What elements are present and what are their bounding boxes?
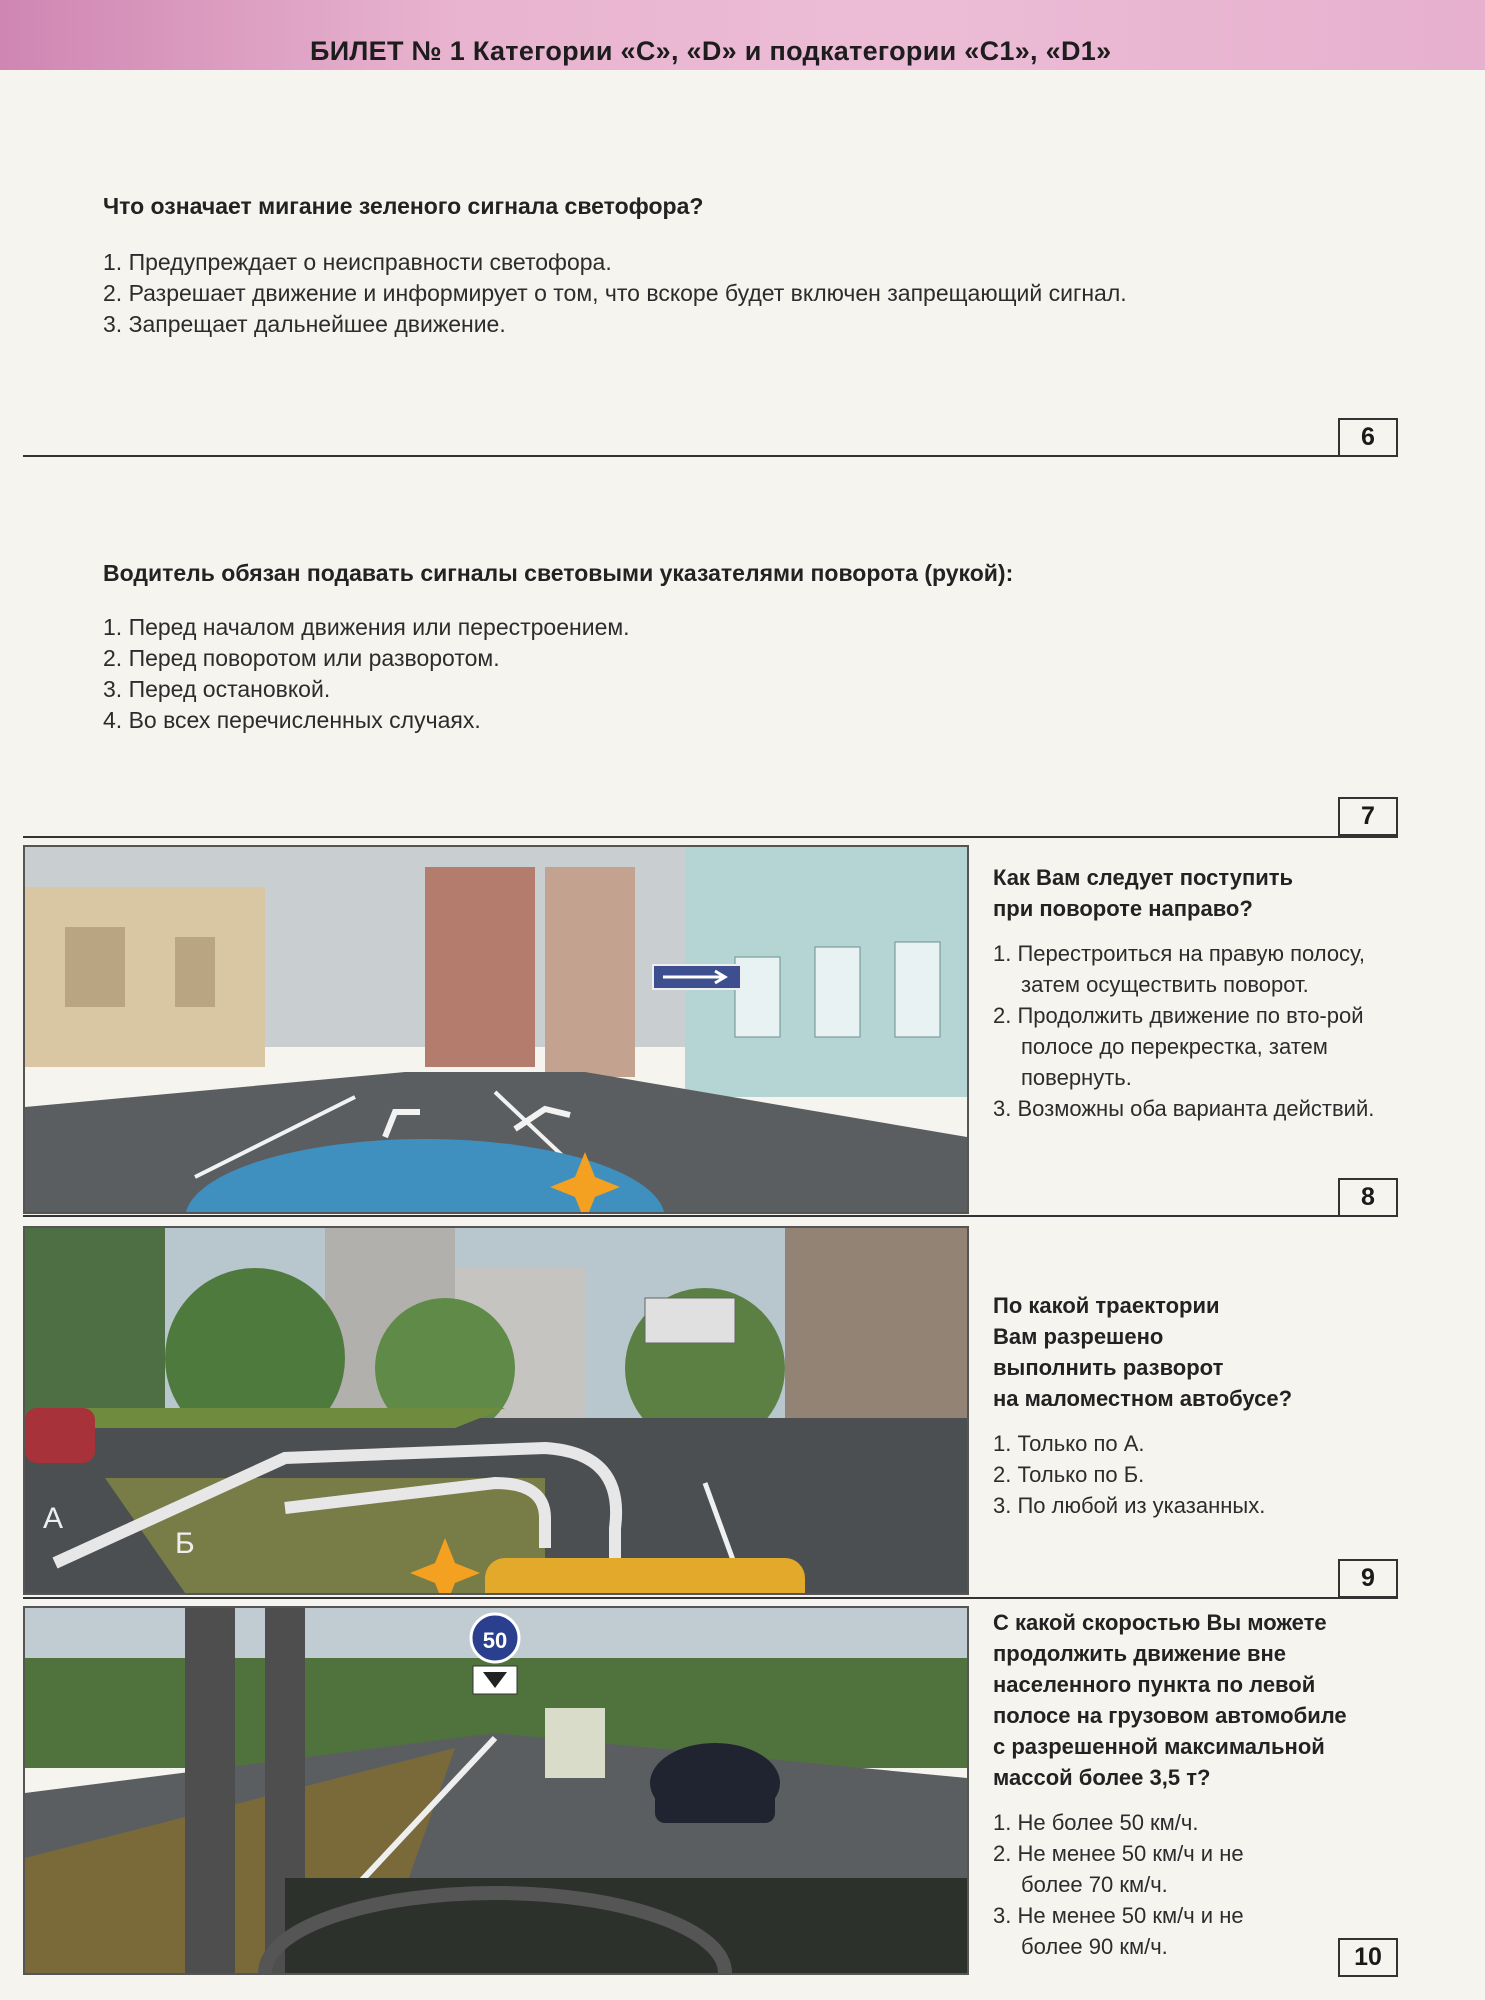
question-9-image xyxy=(23,1226,969,1595)
answer-option[interactable]: 3. По любой из указанных. xyxy=(993,1493,1266,1518)
question-7-answers xyxy=(103,612,630,736)
divider xyxy=(23,836,1398,838)
answer-option[interactable]: 4. Во всех перечисленных случаях. xyxy=(103,707,481,733)
answer-option[interactable]: 1. Предупреждает о неисправности светофора. xyxy=(103,249,612,275)
answer-option[interactable]: 3. Не менее 50 км/ч и не более 90 км/ч. xyxy=(993,1903,1244,1959)
question-10-number: 10 xyxy=(1338,1938,1398,1977)
divider xyxy=(23,455,1398,457)
question-8-image xyxy=(23,845,969,1214)
question-8-text-line: Как Вам следует поступить xyxy=(993,865,1294,890)
answer-option[interactable]: 3. Запрещает дальнейшее движение. xyxy=(103,311,506,337)
question-10-text-line: населенного пункта по левой xyxy=(993,1672,1316,1697)
question-7-number: 7 xyxy=(1338,797,1398,836)
question-6-answers xyxy=(103,247,1127,340)
page-header xyxy=(0,0,1485,70)
question-8-text-line: при повороте направо? xyxy=(993,896,1253,921)
question-10-text-line: продолжить движение вне xyxy=(993,1641,1287,1666)
answer-option[interactable]: 2. Перед поворотом или разворотом. xyxy=(103,645,500,671)
trajectory-label-b: Б xyxy=(175,1527,195,1560)
question-10-text-line: массой более 3,5 т? xyxy=(993,1765,1211,1790)
question-7-text: Водитель обязан подавать сигналы световыми указателями поворота (рукой): xyxy=(103,560,1014,586)
ticket-title: БИЛЕТ № 1 Категории «С», «D» и подкатегории «С1», «D1» xyxy=(310,36,1112,66)
answer-option[interactable]: 1. Перед началом движения или перестроением. xyxy=(103,614,630,640)
question-9-number: 9 xyxy=(1338,1559,1398,1598)
answer-option[interactable]: 2. Не менее 50 км/ч и не более 70 км/ч. xyxy=(993,1841,1244,1897)
question-6-number: 6 xyxy=(1338,418,1398,457)
divider xyxy=(23,1597,1398,1599)
question-9-text-line: Вам разрешено xyxy=(993,1324,1164,1349)
divider xyxy=(23,1215,1398,1217)
question-10-text xyxy=(993,1607,1393,1793)
answer-option[interactable]: 2. Разрешает движение и информирует о том, что вскоре будет включен запрещающий сигнал. xyxy=(103,280,1127,306)
question-10-image xyxy=(23,1606,969,1975)
question-6-text: Что означает мигание зеленого сигнала светофора? xyxy=(103,193,704,219)
question-10-answers xyxy=(993,1807,1263,1962)
question-9-text-line: на маломестном автобусе? xyxy=(993,1386,1293,1411)
answer-option[interactable]: 3. Перед остановкой. xyxy=(103,676,331,702)
speed-sign-value: 50 xyxy=(482,1628,508,1653)
question-9-text-line: По какой траектории xyxy=(993,1293,1220,1318)
answer-option[interactable]: 2. Только по Б. xyxy=(993,1462,1145,1487)
question-9-text-line: выполнить разворот xyxy=(993,1355,1224,1380)
answer-option[interactable]: 2. Продолжить движение по вто-рой полосе до перекрестка, затем повернуть. xyxy=(993,1003,1364,1090)
question-9-answers xyxy=(993,1428,1393,1521)
question-9-text xyxy=(993,1290,1393,1414)
answer-option[interactable]: 1. Не более 50 км/ч. xyxy=(993,1810,1199,1835)
question-10-text-line: полосе на грузовом автомобиле xyxy=(993,1703,1347,1728)
question-10-text-line: с разрешенной максимальной xyxy=(993,1734,1325,1759)
answer-option[interactable]: 3. Возможны оба варианта действий. xyxy=(993,1096,1375,1121)
trajectory-label-a: А xyxy=(43,1502,64,1535)
question-10-text-line: С какой скоростью Вы можете xyxy=(993,1610,1327,1635)
answer-option[interactable]: 1. Только по А. xyxy=(993,1431,1145,1456)
answer-option[interactable]: 1. Перестроиться на правую полосу, затем осуществить поворот. xyxy=(993,941,1365,997)
question-8-text xyxy=(993,862,1393,924)
question-8-answers xyxy=(993,938,1393,1124)
question-8-number: 8 xyxy=(1338,1178,1398,1217)
